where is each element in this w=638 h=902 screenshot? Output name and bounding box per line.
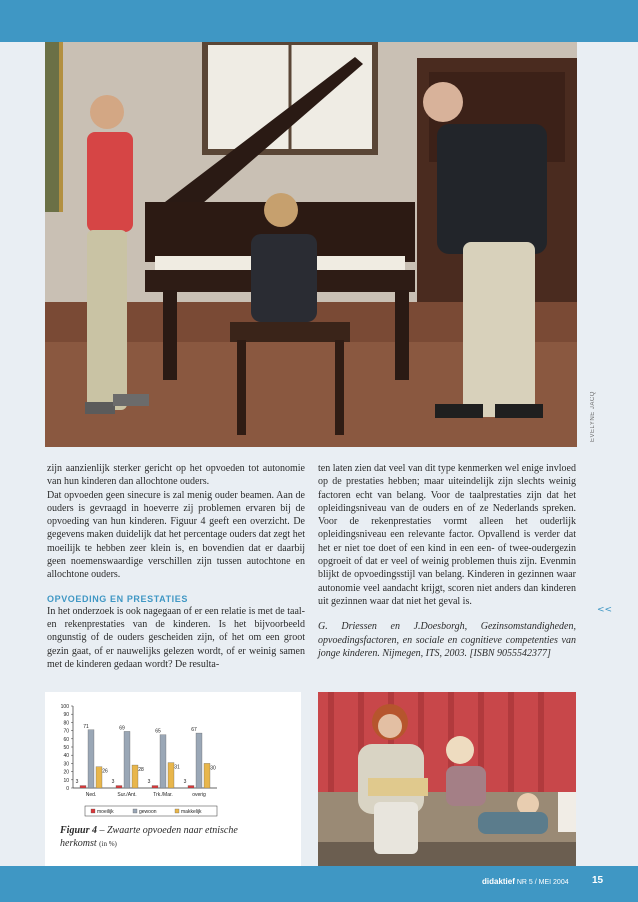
figure-4-bar-chart [45, 692, 301, 822]
piano-lesson-photo [45, 42, 577, 447]
bar-data-label: 26 [102, 768, 108, 775]
x-category-label: Ned. [85, 792, 97, 798]
y-tick-label: 90 [63, 712, 69, 719]
page-number: 15 [592, 875, 604, 886]
y-tick-label: 50 [63, 745, 69, 751]
section-heading: OPVOEDING EN PRESTATIES [47, 593, 188, 604]
bar-gewoon [196, 733, 202, 788]
bar-data-label: 69 [119, 725, 125, 732]
paragraph: ten laten zien dat veel van dit type kenmerken wel enige invloed op de prestaties hebben; maar uiteindelijk zijn slechts weinig factoren echt van belang. Voor de taalprestaties zijn dat het opleidingsniveau van de ouders en of ze Nederlands spreken. Voor de rekenprestaties vormt alleen het ouderlijk opleidingsniveau een relevante factor. Opvallend is verder dat het er niet toe doet of een kind in een een- of twee-oudergezin opgroeit of dat er veel of weinig problemen thuis zijn. Evenmin blijkt de opvoedingsstijl van belang. Kinderen in gezinnen waar autonomie veel aandacht krijgt, scoren niet anders dan kinderen uit gezinnen waar dat niet het geval is. [318, 463, 576, 607]
bar-data-label: 3 [111, 779, 115, 785]
bar-makkelijk [132, 765, 138, 788]
y-tick-label: 10 [63, 777, 69, 784]
bar-moeilijk [188, 786, 194, 788]
bar-makkelijk [204, 763, 210, 788]
y-tick-label: 20 [63, 769, 69, 776]
x-category-label: overig [192, 792, 206, 798]
page-footer [482, 877, 569, 886]
bar-data-label: 30 [210, 765, 216, 772]
text-column-left [47, 462, 305, 671]
figure-label: Figuur 4 [60, 825, 97, 836]
bar-data-label: 71 [83, 723, 89, 730]
bar-data-label: 3 [147, 779, 151, 785]
bar-data-label: 31 [174, 764, 180, 771]
x-category-label: Sur./Ant. [117, 792, 137, 798]
figure-unit: (in %) [99, 840, 117, 848]
y-tick-label: 0 [66, 786, 69, 792]
bar-gewoon [88, 730, 94, 788]
legend-swatch-moeilijk [91, 809, 95, 813]
y-tick-label: 70 [63, 728, 69, 735]
bar-moeilijk [152, 786, 158, 788]
end-of-article-mark: << [597, 605, 613, 615]
x-category-label: Trk./Mar. [153, 792, 173, 798]
bar-data-label: 3 [75, 779, 79, 785]
figure-caption [60, 824, 250, 851]
legend-label: makkelijk [181, 809, 202, 815]
magazine-name: didaktief [482, 877, 515, 886]
legend-label: moeilijk [97, 809, 114, 815]
reading-family-photo [318, 692, 576, 866]
bar-data-label: 67 [191, 727, 197, 734]
paragraph: zijn aanzienlijk sterker gericht op het opvoeden tot autonomie van hun kinderen dan allochtone ouders. [47, 463, 305, 488]
text-column-right [318, 462, 576, 660]
y-tick-label: 80 [63, 720, 69, 727]
bar-data-label: 28 [138, 767, 144, 774]
y-tick-label: 100 [60, 704, 69, 710]
y-tick-label: 40 [63, 753, 69, 760]
top-color-band [0, 0, 638, 42]
bar-data-label: 3 [183, 779, 187, 785]
bar-gewoon [124, 731, 130, 788]
paragraph: In het onderzoek is ook nagegaan of er een relatie is met de taal- en rekenprestaties van de kinderen. Is het bijvoorbeeld ongunstig of de ouders gescheiden zijn, of het om een groot gezin gaat, of er nauwelijks gelezen wordt, of er weinig samen met de kinderen gedaan wordt? De resulta- [47, 605, 305, 670]
bar-data-label: 65 [155, 728, 161, 735]
bar-moeilijk [116, 786, 122, 788]
figure-title: – Zwaarte opvoeden naar etnische herkomst [60, 825, 238, 849]
photo-credit: EVELYNE JACQ [590, 391, 596, 442]
paragraph: Dat opvoeden geen sinecure is zal menig ouder beamen. Aan de ouders is gevraagd in hoeverre zij problemen ervaren bij de opvoeding van hun kinderen. Figuur 4 geeft een overzicht. De gegevens maken duidelijk dat het percentage ouders dat zegt het moeilijk te hebben zeer klein is, en bovendien dat er daarbij geen noemenswaardige verschillen zijn tussen autochtone en allochtone ouders. [47, 489, 305, 581]
legend-swatch-gewoon [133, 809, 137, 813]
y-tick-label: 30 [63, 761, 69, 768]
bar-makkelijk [96, 767, 102, 788]
bar-makkelijk [168, 763, 174, 788]
bar-moeilijk [80, 786, 86, 788]
legend-label: gewoon [139, 809, 157, 815]
bibliographic-reference: G. Driessen en J.Doesborgh, Gezinsomstandigheden, opvoedingsfactoren, en sociale en cognitieve competenties van jonge kinderen. Nijmegen, ITS, 2003. [ISBN 9055542377] [318, 621, 576, 659]
y-tick-label: 60 [63, 736, 69, 743]
legend-swatch-makkelijk [175, 809, 179, 813]
issue-label: NR 5 / MEI 2004 [516, 879, 569, 886]
bar-gewoon [160, 735, 166, 788]
